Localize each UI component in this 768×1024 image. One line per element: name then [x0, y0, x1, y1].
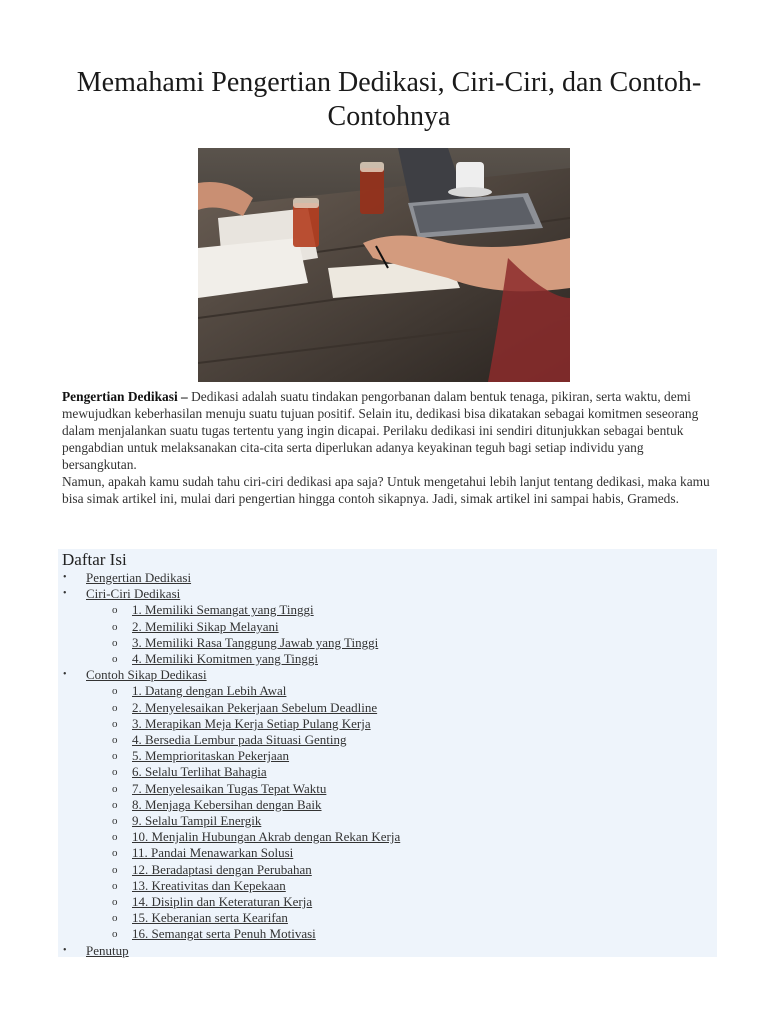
toc-subitem	[86, 845, 717, 861]
toc-sublink[interactable]: 4. Bersedia Lembur pada Situasi Genting	[132, 732, 347, 748]
circle-bullet-icon: o	[112, 701, 118, 714]
toc-item	[58, 943, 717, 959]
toc-sublink[interactable]: 2. Menyelesaikan Pekerjaan Sebelum Deadline	[132, 699, 378, 715]
circle-bullet-icon: o	[112, 928, 118, 941]
toc-sublink[interactable]: 3. Memiliki Rasa Tanggung Jawab yang Tinggi	[132, 634, 379, 650]
toc-link[interactable]: Ciri-Ciri Dedikasi	[86, 586, 181, 602]
toc-subitem	[86, 683, 717, 699]
circle-bullet-icon: o	[112, 896, 118, 909]
bullet-icon: •	[63, 669, 67, 681]
article-photo	[198, 148, 570, 382]
toc-item	[58, 667, 717, 942]
toc-sublist	[86, 602, 717, 667]
photo-illustration	[198, 148, 570, 382]
toc-sublink[interactable]: 9. Selalu Tampil Energik	[132, 813, 262, 829]
circle-bullet-icon: o	[112, 604, 118, 617]
intro-paragraph-2: Namun, apakah kamu sudah tahu ciri-ciri dedikasi apa saja? Untuk mengetahui lebih lanjut tentang dedikasi, maka kamu bisa simak artikel ini, mulai dari pengertian hingga contoh sikapnya. Jadi, simak artikel ini sampai habis, Grameds.	[62, 474, 710, 506]
toc-sublist	[86, 683, 717, 942]
circle-bullet-icon: o	[112, 766, 118, 779]
toc-subitem	[86, 651, 717, 667]
toc-subitem	[86, 764, 717, 780]
toc-item	[58, 570, 717, 586]
toc-link[interactable]: Pengertian Dedikasi	[86, 570, 192, 585]
toc-sublink[interactable]: 15. Keberanian serta Kearifan	[132, 910, 288, 926]
toc-link[interactable]: Penutup	[86, 942, 129, 958]
intro-lead: Pengertian Dedikasi –	[62, 389, 188, 404]
toc-sublink[interactable]: 2. Memiliki Sikap Melayani	[132, 618, 279, 634]
toc-subitem	[86, 862, 717, 878]
circle-bullet-icon: o	[112, 879, 118, 892]
circle-bullet-icon: o	[112, 912, 118, 925]
table-of-contents	[58, 549, 717, 957]
toc-sublink[interactable]: 1. Memiliki Semangat yang Tinggi	[132, 602, 314, 618]
toc-sublink[interactable]: 7. Menyelesaikan Tugas Tepat Waktu	[132, 780, 327, 796]
toc-sublink[interactable]: 6. Selalu Terlihat Bahagia	[132, 764, 267, 780]
circle-bullet-icon: o	[112, 734, 118, 747]
circle-bullet-icon: o	[112, 782, 118, 795]
intro-body-1: Dedikasi adalah suatu tindakan pengorbanan dalam bentuk tenaga, pikiran, serta waktu, demi mewujudkan keberhasilan menuju suatu tujuan positif. Selain itu, dedikasi bisa dikatakan sebagai komitmen seseorang dalam menjalankan suatu tugas tertentu yang ingin dicapai. Perilaku dedikasi ini sendiri ditunjukkan sebagai bentuk pengabdian untuk melaksanakan cita-cita serta diperlukan adanya keyakinan teguh bagi setiap individu yang bersangkutan.	[62, 389, 699, 472]
circle-bullet-icon: o	[112, 620, 118, 633]
page-title: Memahami Pengertian Dedikasi, Ciri-Ciri, dan Contoh-Contohnya	[76, 67, 702, 132]
toc-sublink[interactable]: 13. Kreativitas dan Kepekaan	[132, 877, 286, 893]
toc-sublink[interactable]: 8. Menjaga Kebersihan dengan Baik	[132, 796, 322, 812]
toc-sublink[interactable]: 11. Pandai Menawarkan Solusi	[132, 845, 294, 861]
toc-sublink[interactable]: 14. Disiplin dan Keteraturan Kerja	[132, 894, 313, 910]
toc-link[interactable]: Contoh Sikap Dedikasi	[86, 667, 207, 683]
toc-subitem	[86, 748, 717, 764]
circle-bullet-icon: o	[112, 685, 118, 698]
toc-sublink[interactable]: 4. Memiliki Komitmen yang Tinggi	[132, 651, 318, 667]
toc-sublink[interactable]: 1. Datang dengan Lebih Awal	[132, 683, 287, 699]
toc-subitem	[86, 797, 717, 813]
toc-subitem	[86, 619, 717, 635]
toc-subitem	[86, 635, 717, 651]
circle-bullet-icon: o	[112, 717, 118, 730]
circle-bullet-icon: o	[112, 831, 118, 844]
toc-subitem	[86, 716, 717, 732]
toc-title: Daftar Isi	[62, 550, 127, 569]
toc-subitem	[86, 732, 717, 748]
toc-subitem	[86, 829, 717, 845]
toc-item	[58, 586, 717, 667]
toc-subitem	[86, 926, 717, 942]
circle-bullet-icon: o	[112, 798, 118, 811]
toc-sublink[interactable]: 16. Semangat serta Penuh Motivasi	[132, 926, 316, 942]
intro-text	[62, 388, 712, 507]
intro-paragraph-1	[62, 388, 712, 473]
circle-bullet-icon: o	[112, 653, 118, 666]
toc-subitem	[86, 781, 717, 797]
circle-bullet-icon: o	[112, 636, 118, 649]
toc-subitem	[86, 878, 717, 894]
circle-bullet-icon: o	[112, 815, 118, 828]
bullet-icon: •	[63, 944, 67, 956]
circle-bullet-icon: o	[112, 750, 118, 763]
toc-subitem	[86, 894, 717, 910]
toc-list	[58, 570, 717, 959]
circle-bullet-icon: o	[112, 863, 118, 876]
toc-subitem	[86, 602, 717, 618]
toc-sublink[interactable]: 12. Beradaptasi dengan Perubahan	[132, 861, 312, 877]
toc-sublink[interactable]: 10. Menjalin Hubungan Akrab dengan Rekan Kerja	[132, 829, 401, 845]
toc-sublink[interactable]: 3. Merapikan Meja Kerja Setiap Pulang Kerja	[132, 715, 371, 731]
toc-subitem	[86, 700, 717, 716]
toc-subitem	[86, 813, 717, 829]
toc-sublink[interactable]: 5. Memprioritaskan Pekerjaan	[132, 748, 290, 764]
bullet-icon: •	[63, 572, 67, 583]
circle-bullet-icon: o	[112, 847, 118, 860]
bullet-icon: •	[63, 588, 67, 600]
toc-subitem	[86, 910, 717, 926]
